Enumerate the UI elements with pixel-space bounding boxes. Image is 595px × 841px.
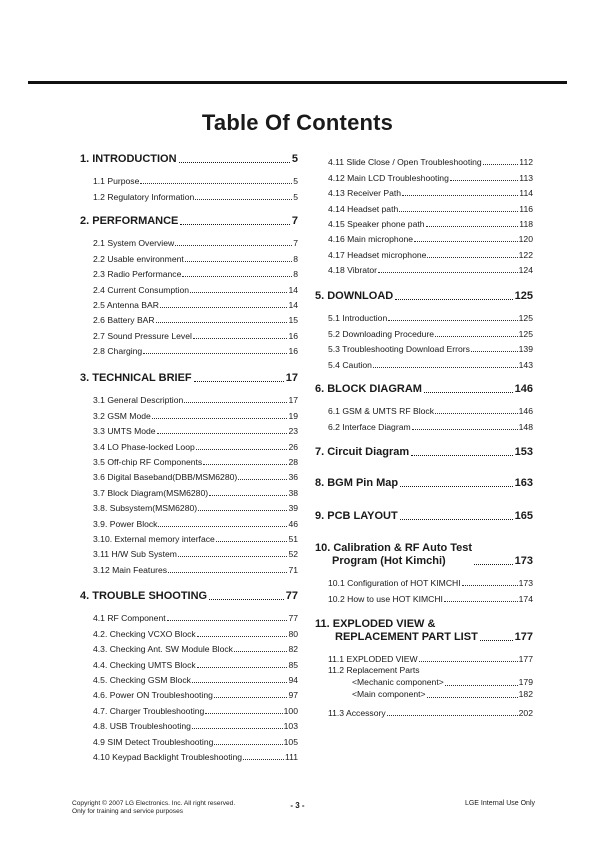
toc-continuation bbox=[328, 152, 533, 275]
toc-entry[interactable]: 3.11 H/W Sub System 52 bbox=[93, 549, 298, 560]
toc-entry[interactable]: 3.1 General Description 17 bbox=[93, 395, 298, 406]
toc-subentry[interactable]: <Mechanic component> 179 bbox=[352, 677, 533, 688]
toc-entry[interactable]: 4.12 Main LCD Troubleshooting 113 bbox=[328, 172, 533, 183]
toc-entry[interactable]: 3.5 Off-chip RF Components 28 bbox=[93, 456, 298, 467]
toc-entry[interactable]: 4.7. Charger Troubleshooting 100 bbox=[93, 705, 298, 716]
section-heading[interactable]: 8. BGM Pin Map 163 bbox=[315, 477, 533, 489]
toc-entry[interactable]: 10.1 Configuration of HOT KIMCHI 173 bbox=[328, 578, 533, 589]
toc-entry[interactable]: 4.9 SIM Detect Troubleshooting 105 bbox=[93, 736, 298, 747]
section-heading[interactable]: 10. Calibration & RF Auto Test Program (Hot Kimchi) 173 bbox=[315, 542, 533, 567]
toc-entry[interactable]: 2.4 Current Consumption 14 bbox=[93, 284, 298, 295]
toc-entry[interactable]: 11.3 Accessory 202 bbox=[328, 707, 533, 718]
toc-entry[interactable]: 3.7 Block Diagram(MSM6280) 38 bbox=[93, 487, 298, 498]
footer-internal-use: LGE Internal Use Only bbox=[464, 800, 535, 807]
toc-section-5 bbox=[315, 290, 533, 370]
toc-section-10 bbox=[315, 542, 533, 604]
toc-entry[interactable]: 2.2 Usable environment 8 bbox=[93, 253, 298, 264]
toc-entry[interactable]: 5.2 Downloading Procedure 125 bbox=[328, 328, 533, 339]
toc-entry[interactable]: 2.3 Radio Performance 8 bbox=[93, 269, 298, 280]
toc-section-9 bbox=[315, 510, 533, 523]
toc-entry[interactable]: 3.9. Power Block 46 bbox=[93, 518, 298, 529]
toc-entry[interactable]: 4.11 Slide Close / Open Troubleshooting 112 bbox=[328, 157, 533, 168]
toc-entry[interactable]: 4.4. Checking UMTS Block 85 bbox=[93, 659, 298, 670]
footer-page-number: - 3 - bbox=[290, 801, 305, 810]
toc-section-2 bbox=[80, 215, 298, 357]
toc-entry[interactable]: 5.4 Caution 143 bbox=[328, 359, 533, 370]
toc-section-6 bbox=[315, 383, 533, 432]
toc-entry[interactable]: 11.2 Replacement Parts bbox=[328, 665, 420, 676]
toc-section-11 bbox=[315, 618, 533, 718]
section-heading[interactable]: 4. TROUBLE SHOOTING 77 bbox=[80, 590, 298, 602]
toc-entry[interactable]: 4.8. USB Troubleshooting 103 bbox=[93, 721, 298, 732]
header-rule bbox=[28, 81, 567, 84]
toc-entry[interactable]: 6.2 Interface Diagram 148 bbox=[328, 421, 533, 432]
footer-copyright: Copyright © 2007 LG Electronics. Inc. All right reserved. Only for training and service purposes bbox=[72, 800, 236, 815]
toc-entry[interactable]: 1.2 Regulatory Information 5 bbox=[93, 191, 298, 202]
page-title: Table Of Contents bbox=[201, 110, 394, 135]
toc-entry-group bbox=[328, 664, 533, 700]
toc-subentry[interactable]: <Main component> 182 bbox=[352, 689, 533, 700]
section-heading[interactable]: 9. PCB LAYOUT 165 bbox=[315, 510, 533, 522]
toc-entry[interactable]: 3.4 LO Phase-locked Loop 26 bbox=[93, 441, 298, 452]
toc-entry[interactable]: 11.1 EXPLODED VIEW 177 bbox=[328, 654, 533, 665]
toc-entry[interactable]: 2.8 Charging 16 bbox=[93, 346, 298, 357]
toc-entry[interactable]: 3.12 Main Features 71 bbox=[93, 564, 298, 575]
toc-entry[interactable]: 4.3. Checking Ant. SW Module Block 82 bbox=[93, 644, 298, 655]
section-heading[interactable]: 7. Circuit Diagram 153 bbox=[315, 446, 533, 458]
toc-entry[interactable]: 2.6 Battery BAR 15 bbox=[93, 315, 298, 326]
toc-section-8 bbox=[315, 477, 533, 490]
section-heading[interactable]: 3. TECHNICAL BRIEF 17 bbox=[80, 372, 298, 384]
toc-section-4 bbox=[80, 590, 298, 762]
toc-entry[interactable]: 5.3 Troubleshooting Download Errors 139 bbox=[328, 344, 533, 355]
toc-entry[interactable]: 4.5. Checking GSM Block 94 bbox=[93, 674, 298, 685]
toc-section-7 bbox=[315, 446, 533, 459]
toc-section-1 bbox=[80, 153, 298, 202]
section-heading[interactable]: 11. EXPLODED VIEW & REPLACEMENT PART LIST 177 bbox=[315, 618, 533, 643]
toc-entry[interactable]: 4.2. Checking VCXO Block 80 bbox=[93, 628, 298, 639]
toc-entry[interactable]: 4.14 Headset path 116 bbox=[328, 203, 533, 214]
toc-entry[interactable]: 4.18 Vibrator 124 bbox=[328, 265, 533, 276]
section-heading[interactable]: 6. BLOCK DIAGRAM 146 bbox=[315, 383, 533, 395]
toc-entry[interactable]: 4.15 Speaker phone path 118 bbox=[328, 218, 533, 229]
toc-entry[interactable]: 3.2 GSM Mode 19 bbox=[93, 410, 298, 421]
toc-entry[interactable]: 1.1 Purpose 5 bbox=[93, 176, 298, 187]
toc-entry[interactable]: 10.2 How to use HOT KIMCHI 174 bbox=[328, 593, 533, 604]
toc-entry[interactable]: 2.1 System Overview 7 bbox=[93, 238, 298, 249]
toc-entry[interactable]: 5.1 Introduction 125 bbox=[328, 313, 533, 324]
toc-entry[interactable]: 6.1 GSM & UMTS RF Block 146 bbox=[328, 406, 533, 417]
toc-entry[interactable]: 3.10. External memory interface 51 bbox=[93, 533, 298, 544]
toc-entry[interactable]: 4.16 Main microphone 120 bbox=[328, 234, 533, 245]
toc-entry[interactable]: 4.6. Power ON Troubleshooting 97 bbox=[93, 690, 298, 701]
toc-entry[interactable]: 4.1 RF Component 77 bbox=[93, 613, 298, 624]
toc-entry[interactable]: 4.17 Headset microphone 122 bbox=[328, 249, 533, 260]
toc-entry[interactable]: 2.5 Antenna BAR 14 bbox=[93, 299, 298, 310]
toc-entry[interactable]: 2.7 Sound Pressure Level 16 bbox=[93, 330, 298, 341]
toc-entry[interactable]: 3.8. Subsystem(MSM6280) 39 bbox=[93, 503, 298, 514]
toc-section-3 bbox=[80, 372, 298, 575]
section-heading[interactable]: 2. PERFORMANCE 7 bbox=[80, 215, 298, 227]
toc-entry[interactable]: 4.13 Receiver Path 114 bbox=[328, 188, 533, 199]
toc-entry[interactable]: 3.3 UMTS Mode 23 bbox=[93, 426, 298, 437]
toc-entry[interactable]: 3.6 Digital Baseband(DBB/MSM6280) 36 bbox=[93, 472, 298, 483]
section-heading[interactable]: 5. DOWNLOAD 125 bbox=[315, 290, 533, 302]
toc-entry[interactable]: 4.10 Keypad Backlight Troubleshooting 111 bbox=[93, 751, 298, 762]
section-heading[interactable]: 1. INTRODUCTION 5 bbox=[80, 153, 298, 165]
